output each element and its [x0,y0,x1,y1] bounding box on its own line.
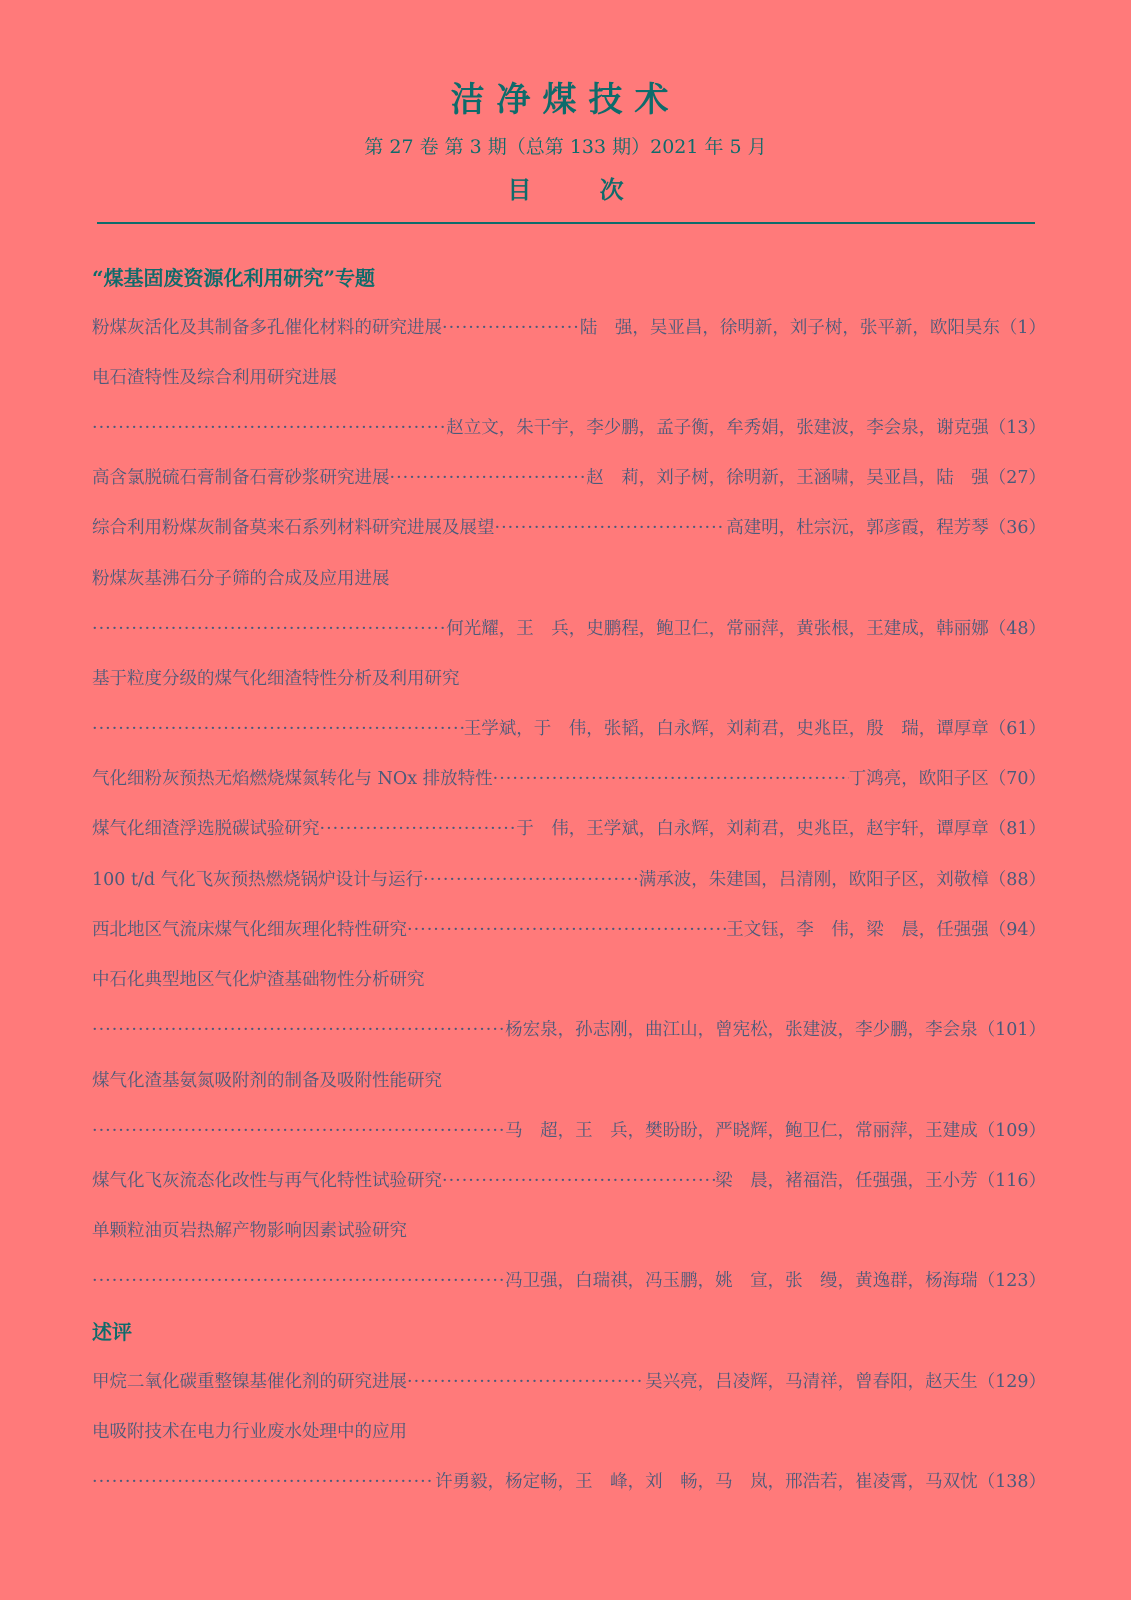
entry-title[interactable]: 煤气化渣基氨氮吸附剂的制备及吸附性能研究 [92,1071,442,1091]
leader-dots [92,1472,435,1492]
leader-dots [92,418,446,438]
entry-authors: 高建明，杜宗沅，郭彦霞，程芳琴 [726,518,989,538]
toc-entry[interactable] [92,916,1046,942]
entry-title: 粉煤灰活化及其制备多孔催化材料的研究进展 [92,318,442,338]
toc-entry[interactable] [92,866,1046,892]
toc-entry[interactable] [92,765,1046,791]
leader-dots [390,468,587,488]
entry-authors: 许勇毅，杨定畅，王 峰，刘 畅，马 岚，邢浩若，崔凌霄，马双忱 [435,1472,978,1492]
toc-entry[interactable] [92,1167,1046,1193]
entry-page: （94） [988,920,1046,940]
entry-authors: 满承波，朱建国，吕清刚，欧阳子区，刘敬樟 [638,870,989,890]
entry-authors: 马 超，王 兵，樊盼盼，严晓辉，鲍卫仁，常丽萍，王建成 [505,1121,978,1141]
entry-page: （109） [977,1121,1046,1141]
toc-entry[interactable] [92,715,1046,741]
leader-dots [495,518,727,538]
entry-title: 甲烷二氧化碳重整镍基催化剂的研究进展 [92,1372,407,1392]
toc-entry[interactable] [92,414,1046,440]
entry-title[interactable]: 电吸附技术在电力行业废水处理中的应用 [92,1422,407,1442]
entry-authors: 于 伟，王学斌，白永辉，刘莉君，史兆臣，赵宇轩，谭厚章 [516,819,989,839]
entry-page: （48） [988,619,1046,639]
toc-entry[interactable] [92,1117,1046,1143]
entry-page: （36） [988,518,1046,538]
entry-title[interactable]: 中石化典型地区气化炉渣基础物性分析研究 [92,970,425,990]
leader-dots [423,870,639,890]
entry-title[interactable]: 单颗粒油页岩热解产物影响因素试验研究 [92,1221,407,1241]
leader-dots [407,1372,645,1392]
entry-authors: 王学斌，于 伟，张韬，白永辉，刘莉君，史兆臣，殷 瑞，谭厚章 [463,719,989,739]
entry-title[interactable]: 基于粒度分级的煤气化细渣特性分析及利用研究 [92,669,460,689]
entry-page: （88） [988,870,1046,890]
issue-info: 第 27 卷 第 3 期（总第 133 期）2021 年 5 月 [364,136,767,158]
leader-dots [92,619,446,639]
leader-dots [442,318,580,338]
entry-title: 气化细粉灰预热无焰燃烧煤氮转化与 NOx 排放特性 [92,769,493,789]
journal-title: 洁净煤技术 [450,80,681,120]
entry-authors: 吴兴亮，吕凌辉，马清祥，曾春阳，赵天生 [645,1372,978,1392]
entry-authors: 何光耀，王 兵，史鹏程，鲍卫仁，常丽萍，黄张根，王建成，韩丽娜 [446,619,989,639]
entry-authors: 赵立文，朱干宇，李少鹏，孟子衡，牟秀娟，张建波，李会泉，谢克强 [446,418,989,438]
entry-title: 综合利用粉煤灰制备莫来石系列材料研究进展及展望 [92,518,495,538]
entry-authors: 丁鸿亮，欧阳子区 [848,769,989,789]
entry-title: 煤气化飞灰流态化改性与再气化特性试验研究 [92,1171,442,1191]
toc-entry[interactable] [92,815,1046,841]
entry-authors: 陆 强，吴亚昌，徐明新，刘子树，张平新，欧阳昊东 [579,318,1000,338]
entry-page: （70） [988,769,1046,789]
header-divider [97,222,1035,224]
toc-entry[interactable] [92,615,1046,641]
toc-entry[interactable] [92,1267,1046,1293]
toc-entry[interactable] [92,1016,1046,1042]
entry-page: （27） [988,468,1046,488]
entry-title[interactable]: 电石渣特性及综合利用研究进展 [92,368,337,388]
entry-title: 100 t/d 气化飞灰预热燃烧锅炉设计与运行 [92,870,424,890]
leader-dots [407,920,726,940]
entry-page: （116） [977,1171,1046,1191]
leader-dots [442,1171,715,1191]
toc-entry[interactable] [92,1368,1046,1394]
entry-authors: 王文钰，李 伟，梁 晨，任强强 [726,920,989,940]
entry-page: （129） [977,1372,1046,1392]
section-title-review: 述评 [92,1320,132,1344]
entry-page: （61） [988,719,1046,739]
entry-title: 高含氯脱硫石膏制备石膏砂浆研究进展 [92,468,390,488]
entry-authors: 赵 莉，刘子树，徐明新，王涵啸，吴亚昌，陆 强 [586,468,989,488]
entry-page: （81） [988,819,1046,839]
entry-authors: 梁 晨，褚福浩，任强强，王小芳 [715,1171,978,1191]
entry-page: （13） [988,418,1046,438]
entry-title: 煤气化细渣浮选脱碳试验研究 [92,819,320,839]
entry-authors: 杨宏泉，孙志刚，曲江山，曾宪松，张建波，李少鹏，李会泉 [505,1020,978,1040]
leader-dots [92,719,464,739]
leader-dots [320,819,517,839]
toc-heading: 目 次 [507,175,624,204]
leader-dots [493,769,849,789]
entry-title: 西北地区气流床煤气化细灰理化特性研究 [92,920,407,940]
toc-entry[interactable] [92,514,1046,540]
entry-title[interactable]: 粉煤灰基沸石分子筛的合成及应用进展 [92,569,390,589]
leader-dots [92,1121,505,1141]
entry-page: （123） [977,1271,1046,1291]
leader-dots [92,1271,505,1291]
entry-page: （101） [977,1020,1046,1040]
toc-entry[interactable] [92,464,1046,490]
entry-authors: 冯卫强，白瑞祺，冯玉鹏，姚 宣，张 缦，黄逸群，杨海瑞 [505,1271,978,1291]
entry-page: （1） [999,318,1046,338]
leader-dots [92,1020,505,1040]
section-title-special-topic: “煤基固废资源化利用研究”专题 [92,266,376,290]
toc-entry[interactable] [92,314,1046,340]
entry-page: （138） [977,1472,1046,1492]
toc-entry[interactable] [92,1468,1046,1494]
